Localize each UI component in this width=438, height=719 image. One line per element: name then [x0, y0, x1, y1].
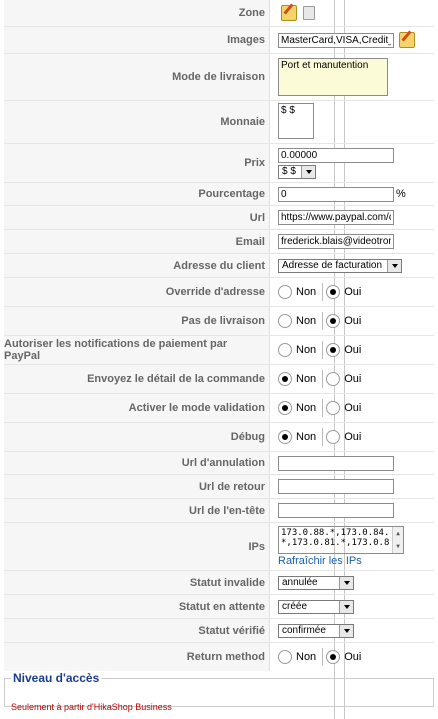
chevron-down-icon: [301, 166, 315, 178]
debug-no-radio[interactable]: [278, 430, 292, 444]
radio-no-label: Non: [296, 373, 317, 385]
address-label: Adresse du client: [4, 254, 270, 277]
shipping-multiselect[interactable]: Port et manutention: [278, 58, 388, 96]
radio-yes-label: Oui: [344, 373, 362, 385]
percent-unit: %: [396, 188, 406, 200]
currency-label: Monnaie: [4, 101, 270, 143]
debug-yes-radio[interactable]: [326, 430, 340, 444]
row-shipping: [4, 54, 434, 101]
return-method-yes-radio[interactable]: [326, 650, 340, 664]
row-paypal-notify: [4, 336, 434, 365]
row-debug: [4, 423, 434, 452]
row-email: [4, 230, 434, 254]
percent-input[interactable]: [278, 187, 394, 202]
row-currency: [4, 101, 434, 144]
send-details-yes-radio[interactable]: [326, 372, 340, 386]
chevron-down-icon: [339, 625, 353, 637]
chevron-down-icon: [339, 601, 353, 613]
status-pending-value: créée: [282, 601, 308, 612]
access-level-note: Seulement à partir d'HikaShop Business: [11, 702, 172, 712]
paypal-notify-label: Autoriser les notifications de paiement par PayPal: [4, 336, 270, 364]
radio-no-label: Non: [296, 431, 317, 443]
zone-label: Zone: [4, 0, 270, 26]
row-header-url: [4, 499, 434, 523]
status-invalid-select[interactable]: [278, 576, 354, 590]
radio-no-label: Non: [296, 344, 317, 356]
images-input[interactable]: [278, 33, 394, 48]
ips-line-1: 173.0.88.*,173.0.84.: [281, 528, 390, 538]
paypal-notify-yes-radio[interactable]: [326, 343, 340, 357]
refresh-ips-link[interactable]: Rafraîchir les IPs: [278, 555, 362, 567]
row-price: [4, 144, 434, 183]
access-level-legend: Niveau d'accès: [13, 671, 100, 685]
row-percent: [4, 183, 434, 206]
header-url-input[interactable]: [278, 503, 394, 518]
row-status-verified: [4, 619, 434, 643]
images-label: Images: [4, 27, 270, 53]
return-method-no-radio[interactable]: [278, 650, 292, 664]
row-validation-mode: [4, 394, 434, 423]
address-select-value: Adresse de facturation: [282, 260, 383, 271]
radio-yes-label: Oui: [344, 286, 362, 298]
address-select[interactable]: [278, 259, 402, 273]
no-shipping-no-radio[interactable]: [278, 314, 292, 328]
price-currency-select[interactable]: [278, 165, 316, 179]
row-send-details: [4, 365, 434, 394]
radio-yes-label: Oui: [344, 344, 362, 356]
edit-zone-icon[interactable]: [281, 5, 297, 21]
row-ips: [4, 523, 434, 571]
paypal-notify-no-radio[interactable]: [278, 343, 292, 357]
cancel-url-label: Url d'annulation: [4, 452, 270, 474]
price-input[interactable]: [278, 148, 394, 163]
chevron-down-icon: [387, 260, 401, 272]
row-return-method: [4, 643, 434, 671]
validation-mode-yes-radio[interactable]: [326, 401, 340, 415]
access-level-fieldset: [4, 671, 434, 712]
radio-yes-label: Oui: [344, 315, 362, 327]
row-status-invalid: [4, 571, 434, 595]
email-label: Email: [4, 230, 270, 253]
no-shipping-label: Pas de livraison: [4, 307, 270, 335]
ips-line-2: *,173.0.81.*,173.0.8: [281, 538, 390, 548]
row-url: [4, 206, 434, 230]
radio-no-label: Non: [296, 286, 317, 298]
return-url-input[interactable]: [278, 479, 394, 494]
trash-icon[interactable]: [303, 6, 315, 20]
validation-mode-label: Activer le mode validation: [4, 394, 270, 422]
return-method-label: Return method: [4, 643, 270, 671]
return-url-label: Url de retour: [4, 475, 270, 498]
row-address: [4, 254, 434, 278]
no-shipping-yes-radio[interactable]: [326, 314, 340, 328]
radio-no-label: Non: [296, 315, 317, 327]
percent-label: Pourcentage: [4, 183, 270, 205]
header-url-label: Url de l'en-tête: [4, 499, 270, 522]
override-address-label: Override d'adresse: [4, 278, 270, 306]
radio-no-label: Non: [296, 402, 317, 414]
edit-images-icon[interactable]: [399, 32, 415, 48]
row-status-pending: [4, 595, 434, 619]
row-override-address: [4, 278, 434, 307]
status-pending-select[interactable]: [278, 600, 354, 614]
ips-textarea[interactable]: [278, 526, 404, 554]
row-cancel-url: [4, 452, 434, 475]
send-details-no-radio[interactable]: [278, 372, 292, 386]
status-pending-label: Statut en attente: [4, 595, 270, 618]
row-images: [4, 27, 434, 54]
status-verified-value: confirmée: [282, 625, 326, 636]
override-address-yes-radio[interactable]: [326, 285, 340, 299]
currency-multiselect[interactable]: $ $: [278, 103, 314, 139]
cancel-url-input[interactable]: [278, 456, 394, 471]
send-details-label: Envoyez le détail de la commande: [4, 365, 270, 393]
validation-mode-no-radio[interactable]: [278, 401, 292, 415]
status-invalid-value: annulée: [282, 577, 318, 588]
status-invalid-label: Statut invalide: [4, 571, 270, 594]
radio-yes-label: Oui: [344, 431, 362, 443]
ips-label: IPs: [4, 523, 270, 570]
row-no-shipping: [4, 307, 434, 336]
chevron-down-icon: [339, 577, 353, 589]
radio-no-label: Non: [296, 651, 317, 663]
email-input[interactable]: [278, 234, 394, 249]
price-currency-value: $ $: [282, 166, 296, 177]
price-label: Prix: [4, 144, 270, 182]
radio-yes-label: Oui: [344, 651, 362, 663]
override-address-no-radio[interactable]: [278, 285, 292, 299]
row-zone: [4, 0, 434, 27]
radio-yes-label: Oui: [344, 402, 362, 414]
status-verified-select[interactable]: [278, 624, 354, 638]
row-return-url: [4, 475, 434, 499]
debug-label: Débug: [4, 423, 270, 451]
url-label: Url: [4, 206, 270, 229]
url-input[interactable]: [278, 210, 394, 225]
ips-scrollbar[interactable]: ▲ ▼: [392, 527, 403, 553]
shipping-label: Mode de livraison: [4, 54, 270, 100]
status-verified-label: Statut vérifié: [4, 619, 270, 642]
